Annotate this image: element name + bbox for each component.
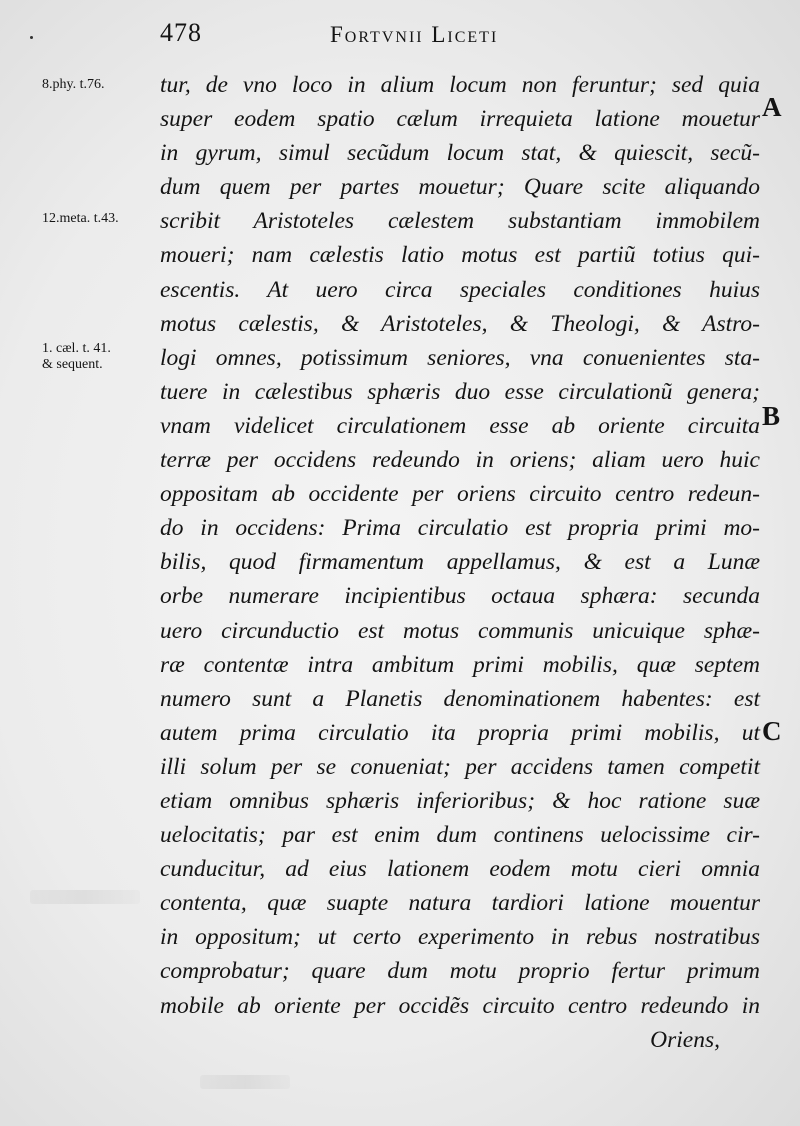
text-line: orbe numerare incipientibus octaua sphæra: secunda	[160, 583, 760, 610]
text-line: super eodem spatio cælum irrequieta latione mouetur	[160, 106, 760, 133]
margin-citation: 1. cæl. t. 41.	[42, 341, 111, 356]
main-text-block	[160, 68, 760, 1057]
show-through-smudge	[30, 890, 140, 904]
text-line: cunducitur, ad eius lationem eodem motu cieri omnia	[160, 856, 760, 883]
text-line: tuere in cælestibus sphæris duo esse circulationũ genera;	[160, 378, 760, 405]
text-line: uelocitatis; par est enim dum continens uelocissime cir-	[160, 822, 760, 849]
text-line: motus cælestis, & Aristoteles, & Theologi, & Astro-	[160, 310, 760, 337]
margin-citation: 8.phy. t.76.	[42, 77, 105, 92]
text-line: dum quem per partes mouetur; Quare scite aliquando	[160, 174, 760, 201]
show-through-smudge	[200, 1075, 290, 1089]
page-number: 478	[160, 18, 202, 47]
section-letter: C	[762, 716, 782, 746]
text-line: scribit Aristoteles cælestem substantiam immobilem	[160, 208, 760, 235]
text-line: terræ per occidens redeundo in oriens; aliam uero huic	[160, 447, 760, 474]
text-line: oppositam ab occidente per oriens circuito centro redeun-	[160, 481, 760, 508]
text-line: in oppositum; ut certo experimento in rebus nostratibus	[160, 924, 760, 951]
text-line: tur, de vno loco in alium locum non feruntur; sed quia	[160, 72, 760, 98]
text-line: illi solum per se conueniat; per accidens tamen competit	[160, 753, 760, 780]
text-line: mobile ab oriente per occidẽs circuito centro redeundo in	[160, 992, 760, 1019]
text-line: escentis. At uero circa speciales conditiones huius	[160, 276, 760, 303]
margin-citation: & sequent.	[42, 357, 103, 372]
running-title: Fortvnii Liceti	[330, 22, 499, 47]
text-line: contenta, quæ suapte natura tardiori latione mouentur	[160, 890, 760, 917]
text-line: bilis, quod firmamentum appellamus, & est a Lunæ	[160, 549, 760, 576]
text-line: etiam omnibus sphæris inferioribus; & hoc ratione suæ	[160, 787, 760, 814]
ink-speck	[30, 36, 33, 39]
text-line: in gyrum, simul secũdum locum stat, & quiescit, secũ-	[160, 140, 760, 167]
text-line: moueri; nam cælestis latio motus est partiũ totius qui-	[160, 242, 760, 269]
text-line: do in occidens: Prima circulatio est propria primi mo-	[160, 515, 760, 542]
text-line: logi omnes, potissimum seniores, vna conuenientes sta-	[160, 344, 760, 371]
section-letter: B	[762, 401, 781, 431]
text-line: comprobatur; quare dum motu proprio fertur primum	[160, 958, 760, 985]
text-line: ræ contentæ intra ambitum primi mobilis, quæ septem	[160, 651, 760, 678]
text-line: vnam videlicet circulationem esse ab oriente circuita	[160, 412, 760, 439]
catchword: Oriens,	[650, 1026, 720, 1053]
text-line: numero sunt a Planetis denominationem habentes: est	[160, 685, 760, 712]
margin-citation: 12.meta. t.43.	[42, 211, 119, 226]
page-header	[160, 18, 630, 58]
text-line: autem prima circulatio ita propria primi mobilis, ut	[160, 719, 760, 746]
section-letter: A	[762, 92, 782, 122]
text-line: uero circunductio est motus communis unicuique sphæ-	[160, 617, 760, 644]
